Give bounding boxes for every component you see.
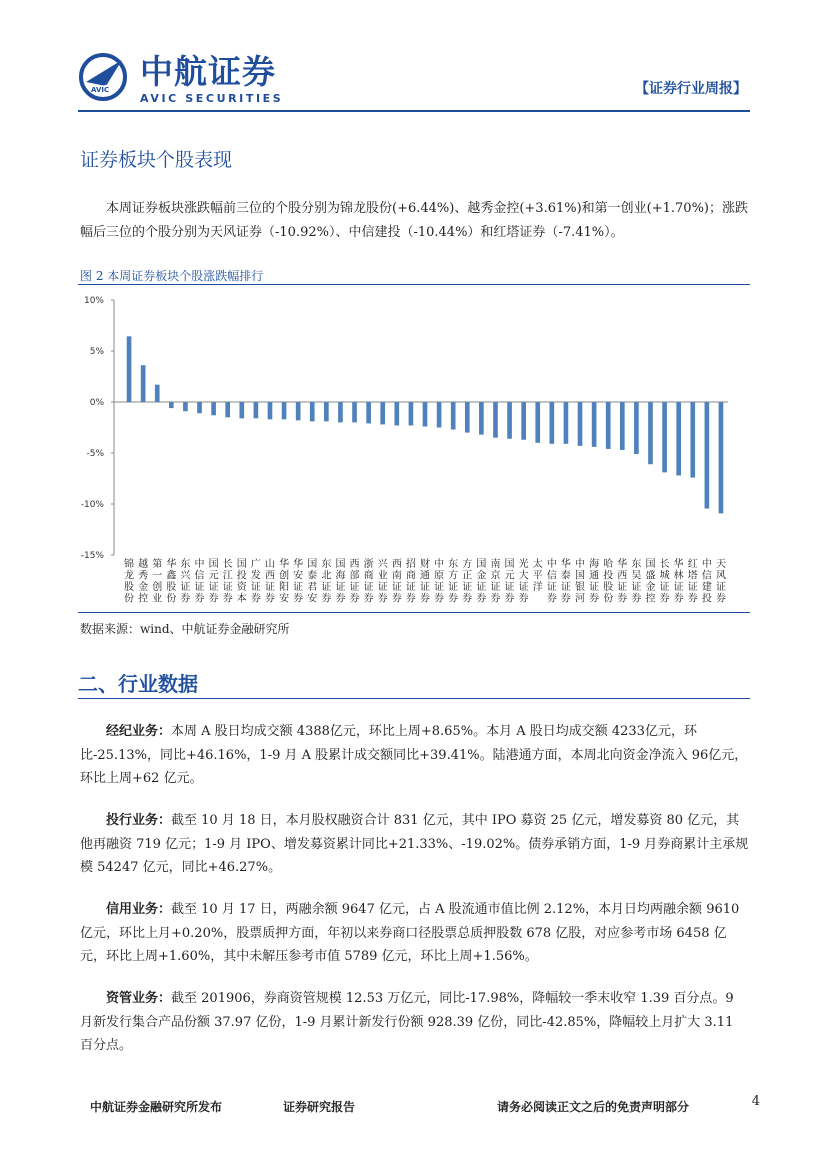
bar-28 <box>521 402 526 440</box>
bar-20 <box>409 402 414 425</box>
figure-top-rule <box>78 284 750 285</box>
bar-42 <box>719 402 724 513</box>
category-label: 哈投股份 <box>603 559 614 605</box>
bar-3 <box>169 402 174 408</box>
bar-39 <box>676 402 681 475</box>
asset-management-paragraph <box>80 987 750 1058</box>
bar-1 <box>141 365 146 402</box>
category-lead: 经纪业务： <box>106 724 172 739</box>
bar-37 <box>648 402 653 464</box>
category-label: 越秀金控 <box>138 559 149 605</box>
category-label: 华林证券 <box>673 559 684 605</box>
bar-19 <box>394 402 399 425</box>
bar-25 <box>479 402 484 435</box>
category-label: 东方证券 <box>448 559 459 605</box>
category-label: 中国银河 <box>575 559 586 605</box>
bar-6 <box>211 402 216 415</box>
category-label: 东兴证券 <box>180 559 191 605</box>
bar-40 <box>690 402 695 478</box>
category-label: 招商证券 <box>405 559 416 605</box>
category-label: 国金证券 <box>476 559 487 605</box>
category-label: 华创阳安 <box>279 559 290 605</box>
bar-41 <box>705 402 710 508</box>
category-text: 截至 10 月 18 日，本月股权融资合计 831 亿元，其中 IPO 募资 25 亿元，增发募资 80 亿元，其他再融资 719 亿元；1-9 月 IPO、增发募资累计同比+21.33%、-19.02%。债券承销方面，1-9 月券商累计主承规模 54247 亿元，同比+46.27%。 <box>80 813 749 875</box>
bar-13 <box>310 402 315 421</box>
bar-9 <box>254 402 259 418</box>
category-label: 红塔证券 <box>687 559 698 605</box>
category-label: 东北证券 <box>321 559 332 605</box>
category-label: 财通证券 <box>420 559 430 605</box>
category-label: 光大证券 <box>518 559 529 605</box>
bar-33 <box>592 402 597 447</box>
category-label: 国泰君安 <box>307 559 318 605</box>
y-tick-label: -10% <box>80 500 104 510</box>
y-tick-label: 10% <box>83 296 104 306</box>
brokerage-business-paragraph <box>80 720 750 791</box>
category-lead: 投行业务： <box>106 813 172 828</box>
bar-16 <box>352 402 357 422</box>
bar-35 <box>620 402 625 450</box>
data-source-note: 数据来源：wind、中航证券金融研究所 <box>80 622 290 636</box>
category-label: 国盛金控 <box>645 559 656 605</box>
category-label: 西部证券 <box>349 559 360 605</box>
header-divider <box>78 110 750 112</box>
section-title: 证券板块个股表现 <box>80 149 233 171</box>
category-text: 截至 10 月 17 日，两融余额 9647 亿元，占 A 股流通市值比例 2.12%，本月日均两融余额 9610 亿元，环比上月+0.20%，股票质押方面，年初以来券商口径股票总质押股数 678 亿股，对应参考市场 6458 亿元，环比上周+1.60%，其中未解压参考市值 5789 亿元，环比上周+1.56%。 <box>80 902 740 964</box>
summary-paragraph: 本周证券板块涨跌幅前三位的个股分别为锦龙股份(+6.44%)、越秀金控(+3.61%)和第一创业(+1.70%)；涨跌幅后三位的个股分别为天风证券（-10.92%）、中信建投（-10.44%）和红塔证券（-7.41%）。 <box>80 201 749 240</box>
category-label: 第一创业 <box>152 559 163 605</box>
bar-24 <box>465 402 470 433</box>
category-label: 天风证券 <box>715 559 726 605</box>
category-label: 中信证券 <box>546 559 557 605</box>
category-label: 国元证券 <box>208 559 219 605</box>
bar-8 <box>239 402 244 418</box>
bar-7 <box>225 402 230 417</box>
bar-14 <box>324 402 329 421</box>
category-label: 华西证券 <box>617 559 628 605</box>
category-label: 东吴证券 <box>631 559 642 605</box>
industry-section-title: 二、行业数据 <box>78 672 198 696</box>
bar-18 <box>380 402 385 424</box>
bar-15 <box>338 402 343 422</box>
bar-38 <box>662 402 667 472</box>
brand-name-en: AVIC SECURITIES <box>140 92 284 105</box>
category-label: 华安证券 <box>293 559 304 605</box>
category-label: 国元证券 <box>504 559 515 605</box>
category-label: 长城证券 <box>659 559 670 605</box>
bar-27 <box>507 402 512 439</box>
bar-30 <box>550 402 555 444</box>
category-label: 浙商证券 <box>363 559 374 605</box>
category-text: 截至 201906，券商资管规模 12.53 万亿元，同比-17.98%，降幅较一季末收窄 1.39 百分点。9 月新发行集合产品份额 37.97 亿份，1-9 月累计新发行份额 928.39 亿份，同比-42.85%，降幅较上月扩大 3.11 百分点。 <box>80 991 734 1053</box>
category-label: 国投资本 <box>236 559 247 605</box>
bar-12 <box>296 402 301 420</box>
y-tick-label: -5% <box>86 449 104 459</box>
bar-17 <box>366 402 371 423</box>
category-text: 本周 A 股日均成交额 4388亿元，环比上周+8.65%。本月 A 股日均成交额 4233亿元，环比-25.13%，同比+46.16%，1-9 月 A 股累计成交额同比+39.41%。陆港通方面，本周北向资金净流入 96亿元，环比上周+62 亿元。 <box>80 724 748 786</box>
category-lead: 资管业务： <box>106 991 172 1006</box>
category-label: 南京证券 <box>490 559 501 605</box>
figure-bottom-rule <box>78 612 750 613</box>
bar-31 <box>564 402 569 444</box>
bar-23 <box>451 402 456 430</box>
bar-5 <box>197 402 202 413</box>
figure-caption: 图 2 本周证券板块个股涨跌幅排行 <box>80 269 264 283</box>
category-label: 方正证券 <box>462 559 473 605</box>
bar-22 <box>437 402 442 428</box>
avic-logo-icon <box>78 52 128 102</box>
category-label: 华鑫股份 <box>166 559 177 605</box>
investment-banking-paragraph <box>80 809 750 880</box>
category-label: 广发证券 <box>250 559 261 605</box>
footer-disclaimer: 请务必阅读正文之后的免责声明部分 <box>497 1100 690 1114</box>
category-label: 国海证券 <box>335 559 346 605</box>
brand-name-cn: 中航证券 <box>140 52 276 91</box>
bar-11 <box>282 402 287 419</box>
footer-publisher: 中航证券金融研究所发布 <box>90 1100 223 1114</box>
stock-change-chart <box>78 288 750 610</box>
bar-10 <box>268 402 273 419</box>
category-label: 山西证券 <box>264 559 275 605</box>
y-tick-label: -15% <box>80 551 104 561</box>
report-type-label: 【证券行业周报】 <box>635 81 747 97</box>
bar-0 <box>127 336 132 402</box>
bar-34 <box>606 402 611 449</box>
category-label: 中原证券 <box>434 559 445 605</box>
category-label: 海通证券 <box>589 559 600 605</box>
credit-business-paragraph <box>80 898 750 969</box>
category-label: 太平洋 <box>532 559 543 593</box>
industry-divider <box>78 698 750 699</box>
bar-4 <box>183 402 188 411</box>
bar-36 <box>634 402 639 454</box>
category-label: 西南证券 <box>391 559 402 605</box>
category-label: 中信证券 <box>194 559 205 605</box>
category-label: 中信建投 <box>701 559 712 605</box>
page-number: 4 <box>751 1094 760 1109</box>
bar-29 <box>535 402 540 443</box>
footer-report-kind: 证券研究报告 <box>283 1100 356 1114</box>
y-tick-label: 5% <box>89 347 104 357</box>
bar-2 <box>155 385 160 402</box>
bar-26 <box>493 402 498 438</box>
logo-text: AVIC <box>91 86 110 94</box>
category-label: 锦龙股份 <box>124 559 135 605</box>
category-label: 长江证券 <box>222 559 233 605</box>
category-lead: 信用业务： <box>106 902 172 917</box>
bar-32 <box>578 402 583 446</box>
y-tick-label: 0% <box>89 398 104 408</box>
category-label: 华泰证券 <box>560 559 571 605</box>
category-label: 兴业证券 <box>377 559 388 605</box>
bar-21 <box>423 402 428 426</box>
